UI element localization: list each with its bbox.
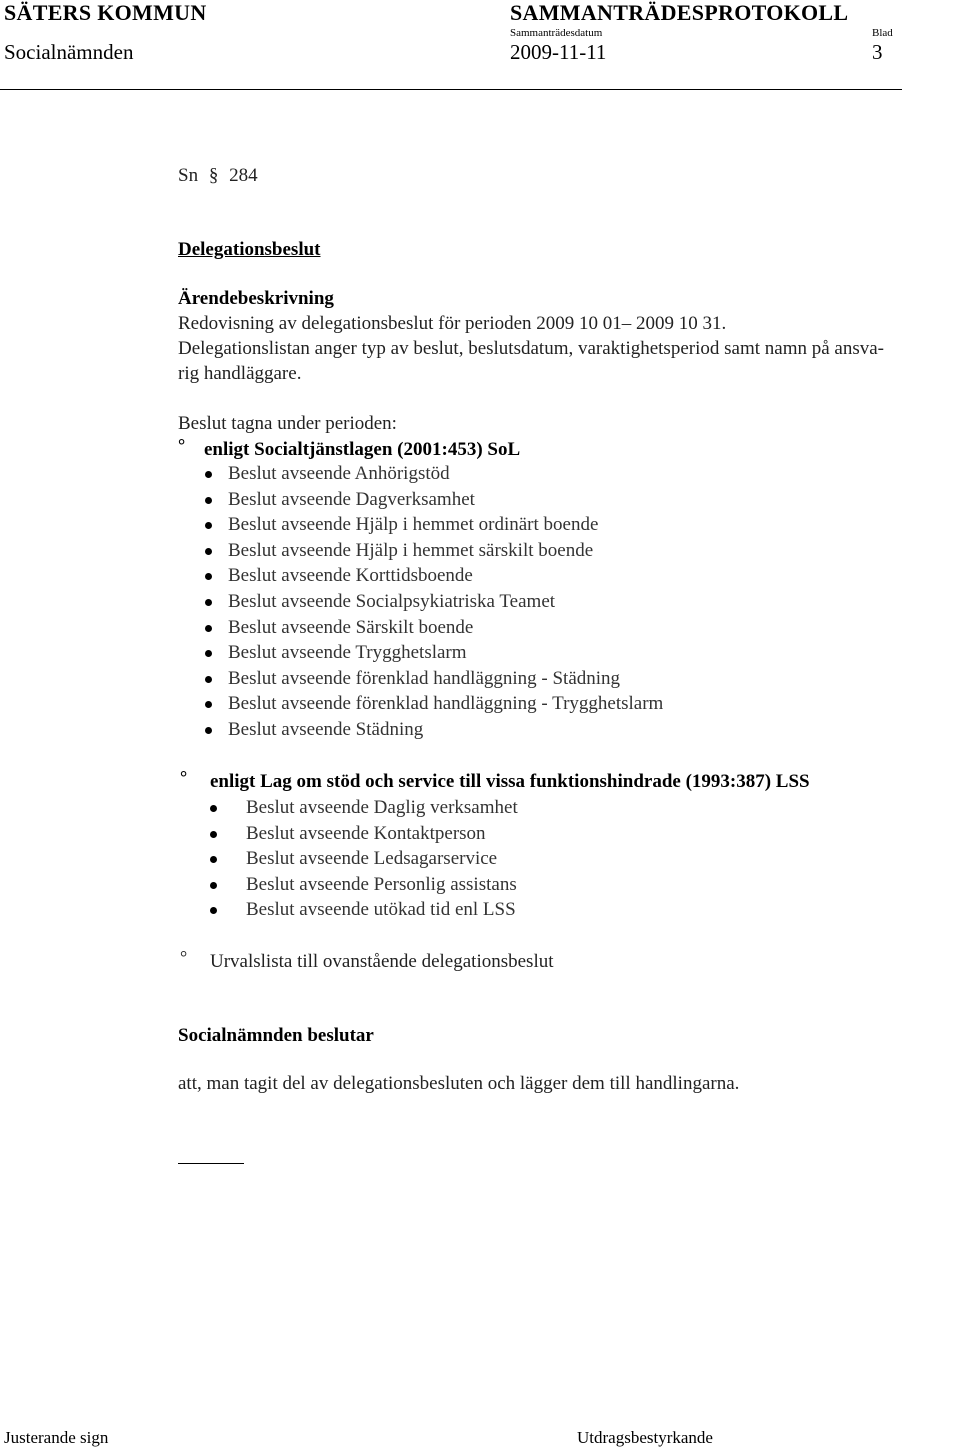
footer-justerande: Justerande sign: [4, 1428, 109, 1447]
bullet-icon: [205, 522, 212, 529]
meeting-date: 2009-11-11: [510, 40, 607, 64]
list-item: Beslut avseende Kontaktperson: [246, 821, 518, 847]
bullet-icon: [205, 548, 212, 555]
list-item: Beslut avseende Daglig verksamhet: [246, 795, 518, 821]
bullet-icon: [205, 497, 212, 504]
bullet-icon: [205, 727, 212, 734]
end-rule: [178, 1163, 244, 1164]
bullet-icon: [210, 882, 217, 889]
degree-bullet-icon: °: [180, 947, 188, 967]
bullet-icon: [205, 676, 212, 683]
description-heading: Ärendebeskrivning: [178, 288, 334, 309]
description-line-2: Delegationslistan anger typ av beslut, beslutsdatum, varaktighetsperiod samt namn på ansva-: [178, 338, 884, 359]
page-label: Blad: [872, 27, 893, 39]
list-item: Beslut avseende Särskilt boende: [228, 615, 663, 641]
list-item: Beslut avseende Anhörigstöd: [228, 461, 663, 487]
paragraph-number: [178, 163, 258, 189]
bullet-icon: [205, 573, 212, 580]
date-label: Sammanträdesdatum: [510, 27, 603, 39]
bullet-icon: [205, 471, 212, 478]
document-type: SAMMANTRÄDESPROTOKOLL: [510, 0, 849, 25]
page-number: 3: [872, 40, 883, 64]
list-item: Beslut avseende Hjälp i hemmet ordinärt boende: [228, 512, 663, 538]
bullet-icon: [205, 650, 212, 657]
list-item: Beslut avseende Korttidsboende: [228, 563, 663, 589]
bullet-icon: [210, 805, 217, 812]
org-name: SÄTERS KOMMUN: [4, 0, 207, 25]
list-item: Beslut avseende förenklad handläggning - Trygghetslarm: [228, 691, 663, 717]
degree-bullet-icon: °: [178, 435, 186, 455]
bullet-icon: [210, 831, 217, 838]
bullet-icon: [205, 599, 212, 606]
paragraph-prefix: Sn: [178, 165, 199, 186]
section-title: Delegationsbeslut: [178, 239, 321, 260]
list-item: Beslut avseende Dagverksamhet: [228, 487, 663, 513]
list-item: Beslut avseende utökad tid enl LSS: [246, 897, 518, 923]
lss-heading: ° enligt Lag om stöd och service till vissa funktionshindrade (1993:387) LSS: [180, 767, 810, 792]
sol-list: [228, 461, 663, 743]
decision-text: att, man tagit del av delegationsbesluten och lägger dem till handlingarna.: [178, 1073, 740, 1094]
list-item: Beslut avseende Personlig assistans: [246, 872, 518, 898]
list-item: Beslut avseende Hjälp i hemmet särskilt boende: [228, 538, 663, 564]
list-item: Beslut avseende Ledsagarservice: [246, 846, 518, 872]
paragraph-value: 284: [229, 165, 258, 186]
degree-bullet-icon: °: [180, 767, 188, 787]
sol-heading: ° enligt Socialtjänstlagen (2001:453) SoL: [178, 435, 521, 460]
header-rule: [0, 89, 902, 90]
decision-heading: Socialnämnden beslutar: [178, 1025, 374, 1046]
section-symbol: §: [208, 165, 219, 186]
committee-name: Socialnämnden: [4, 40, 134, 64]
bullet-icon: [210, 856, 217, 863]
bullet-icon: [205, 701, 212, 708]
bullet-icon: [205, 625, 212, 632]
list-item: Beslut avseende Socialpsykiatriska Teamet: [228, 589, 663, 615]
footer-utdrag: Utdragsbestyrkande: [577, 1428, 713, 1447]
list-item: Beslut avseende Städning: [228, 717, 663, 743]
description-line-1: Redovisning av delegationsbeslut för perioden 2009 10 01– 2009 10 31.: [178, 313, 727, 334]
intro-text: Beslut tagna under perioden:: [178, 413, 397, 434]
lss-list: [246, 795, 518, 923]
bullet-icon: [210, 907, 217, 914]
urval-line: ° Urvalslista till ovanstående delegationsbeslut: [180, 947, 554, 972]
description-line-3: rig handläggare.: [178, 363, 302, 384]
list-item: Beslut avseende förenklad handläggning - Städning: [228, 666, 663, 692]
list-item: Beslut avseende Trygghetslarm: [228, 640, 663, 666]
